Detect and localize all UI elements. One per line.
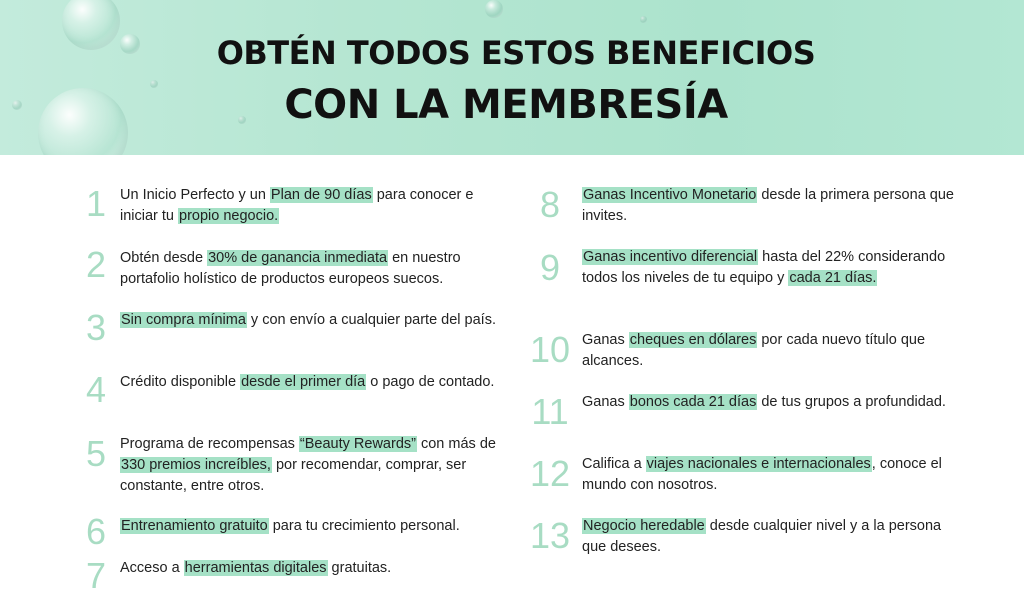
header-banner (0, 0, 1024, 155)
benefit-item (120, 248, 500, 290)
bubble-decoration (640, 16, 647, 23)
benefit-number: 1 (85, 183, 107, 224)
benefit-number: 11 (531, 391, 569, 432)
benefit-text: en nuestro portafolio holístico de productos europeos suecos. (120, 250, 461, 287)
benefit-item (120, 434, 500, 497)
benefit-item (582, 516, 962, 558)
benefit-item (582, 185, 962, 227)
benefit-text: Un Inicio Perfecto y un (120, 187, 270, 203)
benefit-number: 9 (539, 247, 561, 288)
highlighted-text: herramientas digitales (184, 560, 327, 576)
benefit-text: para tu crecimiento personal. (268, 518, 460, 534)
benefit-item (120, 516, 500, 537)
bubble-decoration (485, 0, 503, 18)
benefit-text: Obtén desde (120, 250, 208, 266)
benefit-text: gratuitas. (327, 560, 392, 576)
highlighted-text: 330 premios increíbles, (121, 457, 271, 473)
benefit-number: 6 (85, 511, 107, 552)
benefit-text: Acceso a (120, 560, 184, 576)
benefit-number: 8 (539, 184, 561, 225)
highlighted-text: Plan de 90 días (270, 187, 372, 203)
highlighted-text: desde el primer día (241, 374, 366, 390)
benefit-text: para conocer e iniciar tu (120, 187, 474, 224)
page-title-line1: OBTÉN TODOS ESTOS BENEFICIOS (216, 34, 816, 72)
highlighted-text: cada 21 días. (789, 270, 877, 286)
highlighted-text: viajes nacionales e internacionales (646, 456, 871, 472)
benefit-text: hasta del 22% considerando todos los niveles de tu equipo y (582, 249, 946, 286)
benefit-number: 13 (529, 515, 571, 556)
highlighted-text: Sin compra mínima (121, 312, 246, 328)
benefit-text: de tus grupos a profundidad. (757, 394, 946, 410)
highlighted-text: “Beauty Rewards” (299, 436, 416, 452)
benefit-number: 12 (529, 453, 571, 494)
benefit-text: Califica a (582, 456, 646, 472)
benefit-text: Programa de recompensas (120, 436, 299, 452)
benefit-number: 3 (85, 307, 107, 348)
benefit-text: con más de (416, 436, 496, 452)
benefit-item (582, 392, 962, 413)
benefit-text: y con envío a cualquier parte del país. (246, 312, 496, 328)
page-title-line2: CON LA MEMBRESÍA (284, 82, 728, 128)
benefit-number: 2 (85, 244, 107, 285)
benefit-text: desde la primera persona que invites. (582, 187, 954, 224)
benefit-text: Ganas (582, 332, 629, 348)
benefit-item (582, 454, 962, 496)
benefit-item (582, 330, 962, 372)
highlighted-text: Ganas Incentivo Monetario (583, 187, 757, 203)
benefit-number: 5 (85, 433, 107, 474)
benefit-text: , conoce el mundo con nosotros. (582, 456, 942, 493)
benefit-text: desde cualquier nivel y a la persona que desees. (582, 518, 942, 555)
benefit-item (120, 310, 500, 331)
benefit-text: o pago de contado. (366, 374, 495, 390)
benefit-item (120, 372, 500, 393)
highlighted-text: cheques en dólares (629, 332, 757, 348)
benefit-item (582, 247, 962, 289)
benefit-text: Crédito disponible (120, 374, 241, 390)
benefit-text: por cada nuevo título que alcances. (582, 332, 926, 369)
benefit-text: por recomendar, comprar, ser constante, entre otros. (120, 457, 467, 494)
benefit-item (120, 558, 500, 579)
benefit-item (120, 185, 500, 227)
highlighted-text: Negocio heredable (583, 518, 705, 534)
highlighted-text: Ganas incentivo diferencial (583, 249, 758, 265)
highlighted-text: 30% de ganancia inmediata (208, 250, 388, 266)
highlighted-text: bonos cada 21 días (629, 394, 757, 410)
benefit-number: 4 (85, 369, 107, 410)
benefit-text: Ganas (582, 394, 629, 410)
benefit-number: 7 (85, 555, 107, 596)
highlighted-text: Entrenamiento gratuito (121, 518, 268, 534)
benefit-number: 10 (529, 329, 571, 370)
highlighted-text: propio negocio. (179, 208, 279, 224)
